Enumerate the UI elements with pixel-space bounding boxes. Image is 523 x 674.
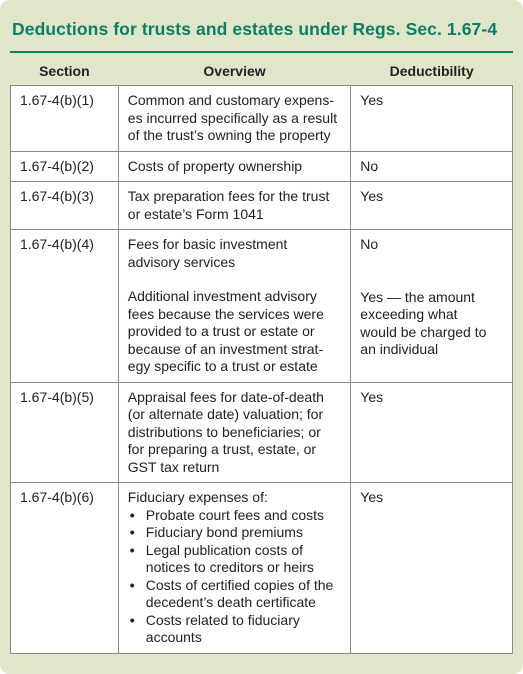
deductibility-additional: Yes — the amount exceeding what would be charged to an individual [360,288,487,357]
title-rule [10,51,513,53]
section-cell: 1.67-4(b)(5) [11,382,119,483]
overview-intro: Fiduciary expenses of: [127,489,268,505]
deductions-table [10,57,513,654]
bullet-text: Costs related to fiduciary accounts [145,611,300,645]
table-row [11,230,513,383]
section-cell: 1.67-4(b)(4) [11,230,119,383]
overview-cell: Tax preparation fees for the trust or estate’s Form 1041 [118,182,351,230]
bullet-item [128,577,345,612]
table-row [11,382,513,483]
table-row [11,483,513,654]
overview-cell: Costs of property ownership [118,151,351,182]
bullet-item [128,542,345,577]
column-header-section: Section [39,63,90,79]
section-cell: 1.67-4(b)(6) [11,483,119,654]
overview-cell: Common and customary expens- es incurred specifically as a result of the trust’s owning the property [118,86,351,152]
bullet-list [128,507,345,647]
deductibility-cell: No [351,151,513,182]
deductibility-cell: Yes [351,182,513,230]
column-header-deductibility: Deductibility [389,63,474,79]
overview-additional: Additional investment advisory fees because the services were provided to a trust or estate or because of an investment strat- egy specific to a trust or estate [127,288,324,374]
deductibility-cell: Yes [351,382,513,483]
bullet-item [128,524,345,542]
bullet-text: Costs of certified copies of the decedent’s death certificate [145,576,334,610]
section-cell: 1.67-4(b)(1) [11,86,119,152]
bullet-icon: • [129,576,135,593]
bullet-text: Fiduciary bond premiums [145,524,303,540]
section-cell: 1.67-4(b)(2) [11,151,119,182]
overview-basic: Fees for basic investment advisory services [127,236,288,270]
bullet-icon: • [129,541,135,558]
section-cell: 1.67-4(b)(3) [11,182,119,230]
bullet-icon: • [129,506,135,523]
bullet-text: Probate court fees and costs [145,506,324,523]
overview-cell [118,483,351,654]
overview-cell: Appraisal fees for date-of-death (or alternate date) valuation; for distributions to beneficiaries; or for preparing a trust, estate, or GST tax return [118,382,351,483]
bullet-text: Legal publication costs of notices to creditors or heirs [145,541,314,575]
overview-cell [118,230,351,383]
table-row [11,151,513,182]
table-title: Deductions for trusts and estates under Regs. Sec. 1.67-4 [12,19,498,39]
deductibility-cell: Yes [351,86,513,152]
column-header-overview: Overview [203,63,266,79]
header-row [11,57,513,86]
bullet-item [128,612,345,647]
bullet-icon: • [129,611,135,628]
deductibility-basic: No [360,236,379,252]
bullet-item [128,507,345,525]
table-row [11,182,513,230]
spacer [128,271,345,288]
bullet-icon: • [129,524,135,540]
deductibility-cell: Yes [351,483,513,654]
deductibility-cell [351,230,513,383]
table-row [11,86,513,152]
spacer [360,254,506,289]
